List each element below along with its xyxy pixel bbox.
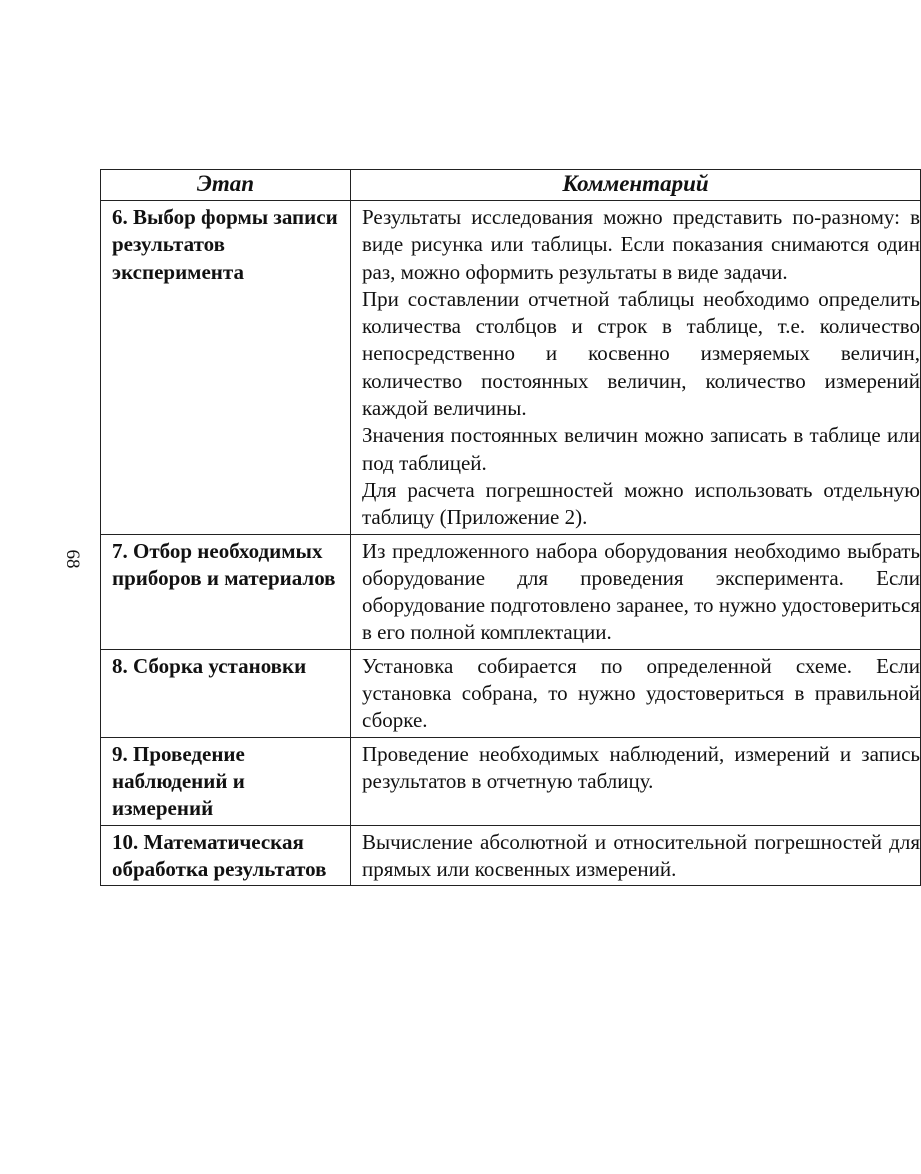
stage-cell: 7. Отбор необходимых приборов и материалов xyxy=(101,534,351,649)
comment-paragraph: Результаты исследования можно представить по-разному: в виде рисунка или таблицы. Если показания снимаются один раз, можно оформить результаты в виде задачи. xyxy=(362,205,920,284)
table-row xyxy=(101,201,921,535)
comment-paragraph: Установка собирается по определенной схеме. Если установка собрана, то нужно удостовериться в правильной сборке. xyxy=(362,653,920,733)
stage-cell: 9. Проведение наблюдений и измерений xyxy=(101,737,351,825)
comment-paragraph: Проведение необходимых наблюдений, измерений и запись результатов в отчетную таблицу. xyxy=(362,741,920,793)
table-row xyxy=(101,825,921,886)
comment-cell xyxy=(351,825,921,886)
comment-cell xyxy=(351,534,921,649)
comment-paragraph: Значения постоянных величин можно записать в таблице или под таблицей. xyxy=(362,423,920,475)
table-header-row xyxy=(101,170,921,201)
header-comment: Комментарий xyxy=(351,170,921,201)
table-row xyxy=(101,534,921,649)
comment-cell xyxy=(351,201,921,535)
table-container xyxy=(100,169,920,886)
comment-paragraph: Вычисление абсолютной и относительной погрешностей для прямых или косвенных измерений. xyxy=(362,829,920,881)
table-row xyxy=(101,649,921,737)
stage-cell: 10. Математическая обработка результатов xyxy=(101,825,351,886)
table-row xyxy=(101,737,921,825)
comment-cell xyxy=(351,737,921,825)
page-number: 68 xyxy=(62,549,83,569)
header-stage: Этап xyxy=(101,170,351,201)
comment-cell xyxy=(351,649,921,737)
comment-paragraph: Для расчета погрешностей можно использовать отдельную таблицу (Приложение 2). xyxy=(362,477,920,530)
stage-cell: 6. Выбор формы записи результатов эксперимента xyxy=(101,201,351,535)
comment-paragraph: При составлении отчетной таблицы необходимо определить количества столбцов и строк в таблице, т.е. количество непосредственно и косвенно измеряемых величин, количество постоянных величин, количество измерений каждой величины. xyxy=(362,286,920,421)
stage-cell: 8. Сборка установки xyxy=(101,649,351,737)
stages-table xyxy=(100,169,921,886)
comment-paragraph: Из предложенного набора оборудования необходимо выбрать оборудование для проведения эксперимента. Если оборудование подготовлено заранее, то нужно удостовериться в его полной комплектации. xyxy=(362,538,920,645)
